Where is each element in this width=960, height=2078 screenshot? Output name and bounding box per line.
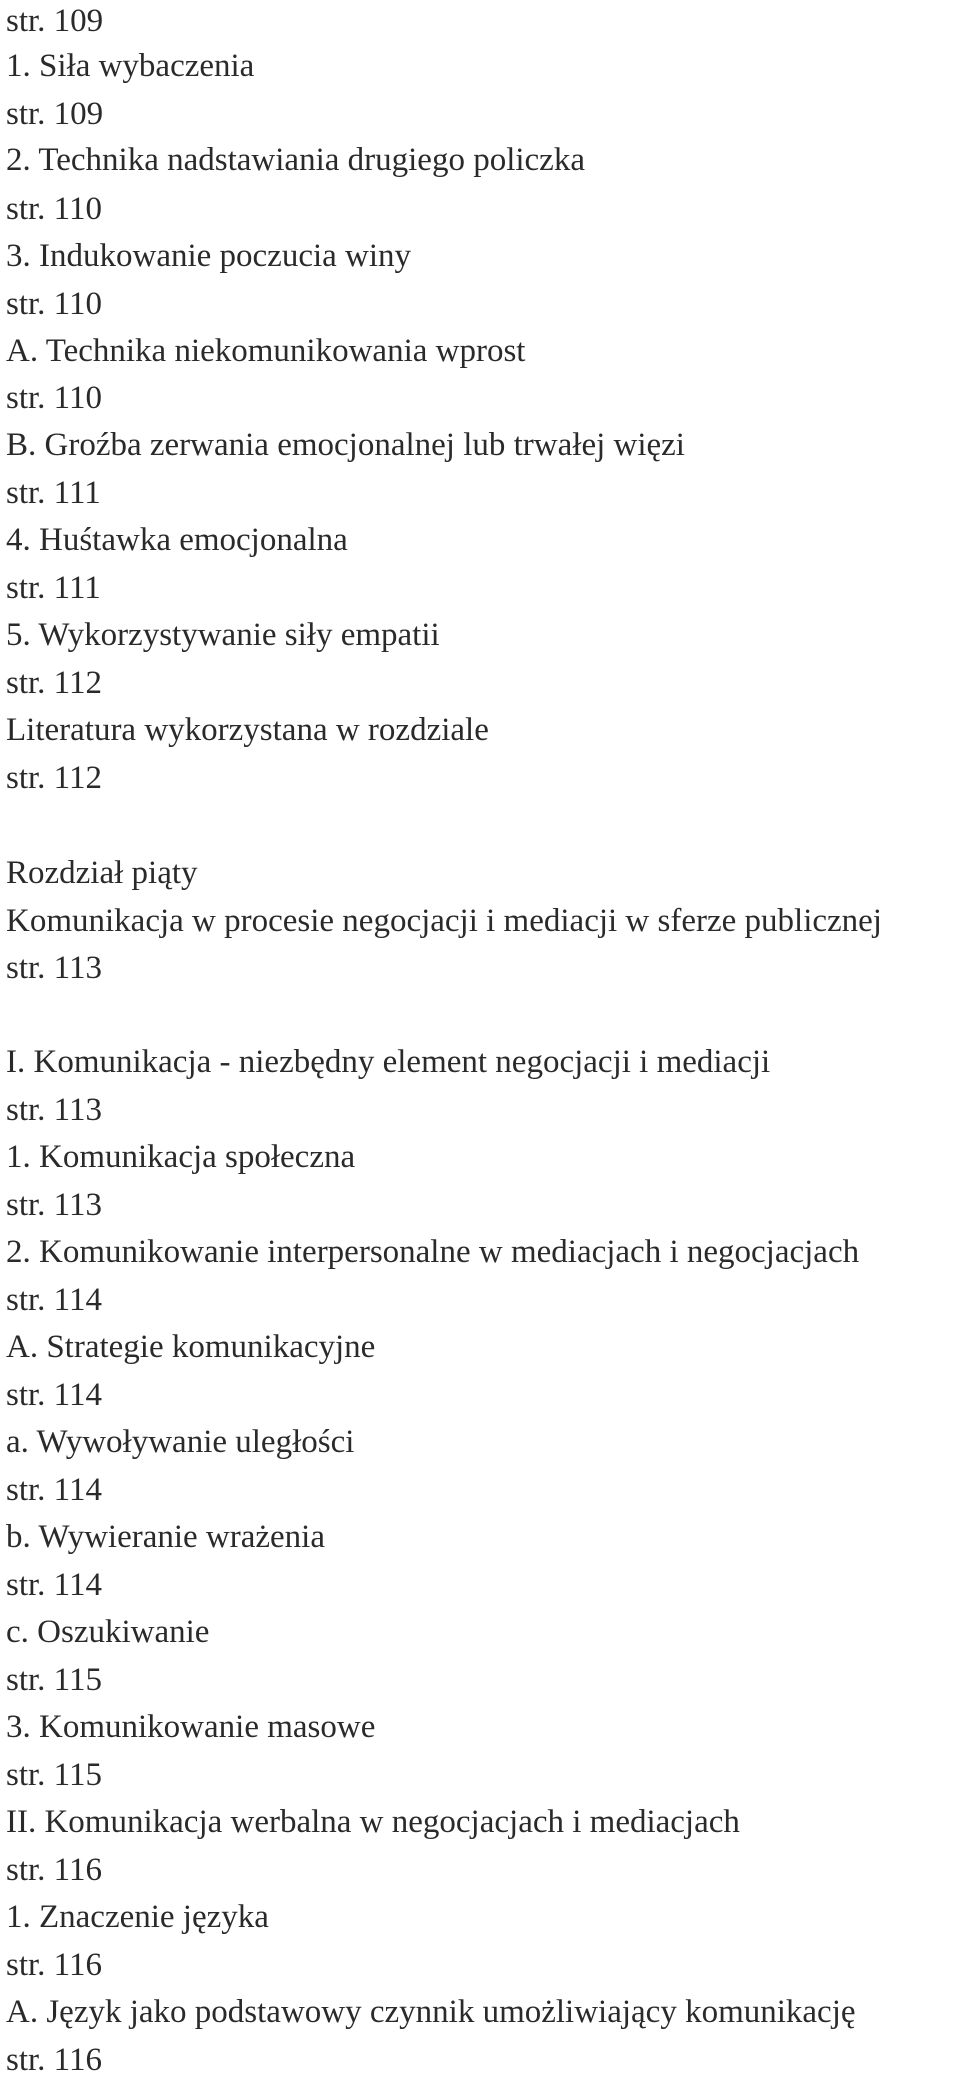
toc-page-ref: str. 114 (6, 1282, 102, 1318)
toc-page-ref: str. 114 (6, 1567, 102, 1603)
toc-entry: Literatura wykorzystana w rozdziale (6, 712, 489, 748)
toc-page-ref: str. 114 (6, 1472, 102, 1508)
toc-page-ref: str. 109 (6, 96, 104, 132)
toc-page-ref: str. 115 (6, 1757, 102, 1793)
toc-entry: 2. Technika nadstawiania drugiego policzka (6, 142, 585, 178)
toc-page-ref: str. 113 (6, 1092, 102, 1128)
toc-page-ref: str. 115 (6, 1662, 102, 1698)
toc-entry: 3. Indukowanie poczucia winy (6, 238, 412, 274)
toc-page-ref: str. 111 (6, 570, 101, 606)
toc-entry: 2. Komunikowanie interpersonalne w mediacjach i negocjacjach (6, 1234, 860, 1270)
chapter-heading: Rozdział piąty (6, 855, 198, 891)
toc-entry: 1. Siła wybaczenia (6, 48, 255, 84)
toc-entry: c. Oszukiwanie (6, 1614, 210, 1650)
toc-entry: A. Technika niekomunikowania wprost (6, 333, 526, 369)
toc-entry: 5. Wykorzystywanie siły empatii (6, 617, 440, 653)
toc-entry: a. Wywoływanie uległości (6, 1424, 355, 1460)
toc-page-ref: str. 110 (6, 380, 102, 416)
toc-page-ref: str. 111 (6, 475, 101, 511)
toc-entry: 3. Komunikowanie masowe (6, 1709, 376, 1745)
chapter-title: Komunikacja w procesie negocjacji i mediacji w sferze publicznej (6, 903, 882, 939)
toc-entry: A. Język jako podstawowy czynnik umożliwiający komunikację (6, 1994, 856, 2030)
toc-page-ref: str. 112 (6, 665, 102, 701)
toc-page-ref: str. 110 (6, 191, 102, 227)
toc-entry: 1. Komunikacja społeczna (6, 1139, 356, 1175)
toc-entry: 1. Znaczenie języka (6, 1899, 269, 1935)
toc-entry: A. Strategie komunikacyjne (6, 1329, 376, 1365)
toc-page-ref: str. 114 (6, 1377, 102, 1413)
toc-page-ref: str. 113 (6, 1187, 102, 1223)
toc-page-ref: str. 113 (6, 950, 102, 986)
toc-page-ref: str. 112 (6, 760, 102, 796)
toc-entry: B. Groźba zerwania emocjonalnej lub trwałej więzi (6, 427, 685, 463)
toc-page-ref: str. 109 (6, 3, 104, 39)
toc-page-ref: str. 116 (6, 1947, 102, 1983)
toc-page-ref: str. 116 (6, 2042, 102, 2078)
toc-entry: I. Komunikacja - niezbędny element negocjacji i mediacji (6, 1044, 771, 1080)
toc-entry: b. Wywieranie wrażenia (6, 1519, 325, 1555)
toc-page-ref: str. 116 (6, 1852, 102, 1888)
toc-entry: 4. Huśtawka emocjonalna (6, 522, 348, 558)
toc-page-ref: str. 110 (6, 286, 102, 322)
toc-entry: II. Komunikacja werbalna w negocjacjach i mediacjach (6, 1804, 740, 1840)
